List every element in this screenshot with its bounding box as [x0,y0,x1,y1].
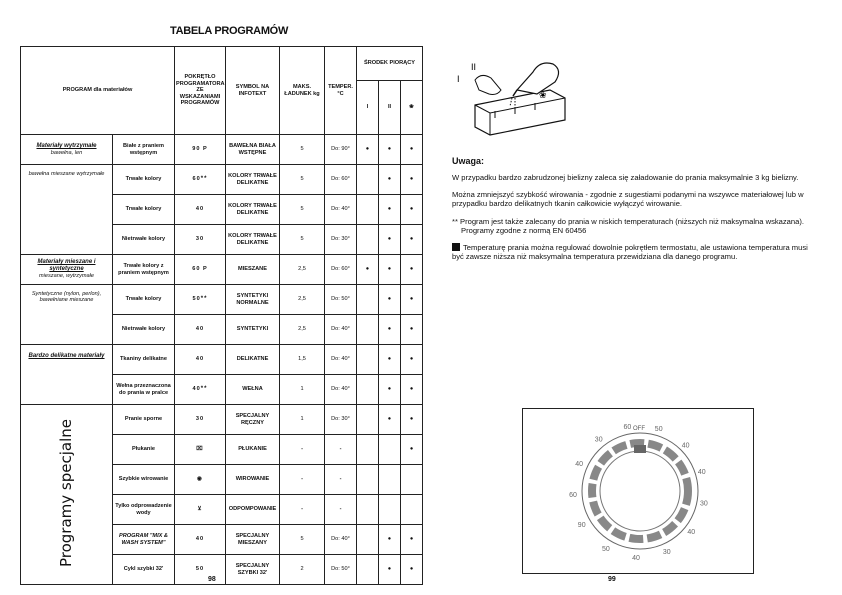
group-delicate [21,345,113,405]
row-knob: 60 P [175,255,226,285]
row-det-3: ● [401,525,423,555]
star-mark: ** [200,296,208,303]
bullet-square-icon [452,243,460,251]
header-load: MAKS. ŁADUNEK kg [280,47,325,135]
row-symbol: MIESZANE [226,255,280,285]
group-strong [21,135,113,165]
row-temp: - [325,465,357,495]
row-det-3: ● [401,255,423,285]
row-det-1 [357,405,379,435]
row-desc: Nietrwałe kolory [113,315,175,345]
row-desc: Wełna przeznaczona do prania w pralce [113,375,175,405]
row-temp: Do: 40° [325,525,357,555]
group-special [21,405,113,585]
row-det-1: ● [357,255,379,285]
row-desc: Białe z praniem wstępnym [113,135,175,165]
row-temp: Do: 90° [325,135,357,165]
row-desc: Pranie sporne [113,405,175,435]
figure-label-i: I [457,74,460,84]
row-knob: 30 [175,225,226,255]
row-det-3: ● [401,435,423,465]
row-det-1 [357,345,379,375]
row-det-3 [401,495,423,525]
row-det-1 [357,435,379,465]
row-temp: Do: 60° [325,255,357,285]
dial-temp-label: 50 [602,546,610,554]
row-det-3: ● [401,225,423,255]
header-compartment-3: ❀ [401,81,423,135]
knob-value: 50 [192,296,201,303]
group-title-vertical: Programy specjalne [56,419,75,568]
row-load: 1 [280,405,325,435]
spin-icon: ◉ [175,465,226,495]
row-det-2: ● [379,375,401,405]
row-knob: 90 P [175,135,226,165]
row-desc: Cykl szybki 32' [113,555,175,585]
row-load: 2,5 [280,285,325,315]
row-symbol: SYNTETYKI NORMALNE [226,285,280,315]
dial-temp-label: 30 [594,436,603,444]
row-symbol: KOLORY TRWAŁE DELIKATNE [226,195,280,225]
row-det-2 [379,495,401,525]
row-det-1 [357,315,379,345]
header-infotext: SYMBOL NA INFOTEXT [226,47,280,135]
header-row [21,47,423,81]
row-knob [175,285,226,315]
row-load: - [280,495,325,525]
group-synthetic [21,285,113,345]
row-det-2: ● [379,315,401,345]
row-desc: Tkaniny delikatne [113,345,175,375]
row-det-3 [401,465,423,495]
dial-temp-label: 40 [681,442,690,450]
row-det-2: ● [379,285,401,315]
notes-heading: Uwaga: [452,156,485,166]
row-temp: Do: 30° [325,225,357,255]
dial-knob [600,451,680,531]
row-det-2 [379,465,401,495]
header-compartment-1: I [357,81,379,135]
row-det-3: ● [401,375,423,405]
row-det-3: ● [401,405,423,435]
table-row [21,345,423,375]
header-knob: POKRĘTŁO PROGRAMATORA ZE WSKAZANIAMI PROGRAMÓW [175,47,226,135]
row-load: 5 [280,525,325,555]
row-desc: Trwałe kolory [113,165,175,195]
row-det-3: ● [401,315,423,345]
header-compartment-2: II [379,81,401,135]
row-det-2: ● [379,405,401,435]
note-paragraph-1: W przypadku bardzo zabrudzonej bielizny zaleca się załadowanie do prania maksymalnie 3 kg bielizny. [452,172,799,182]
row-symbol: WIROWANIE [226,465,280,495]
table-row [21,135,423,165]
row-desc: Szybkie wirowanie [113,465,175,495]
detergent-drawer-illustration [455,50,575,150]
note-paragraph-4-text: Temperaturę prania można regulować dowolnie pokrętłem termostatu, ale ustawiona temperatura musi być zawsze niższa niż maksymalna temperatura przewidziana dla danego programu. [452,243,808,262]
row-symbol: PŁUKANIE [226,435,280,465]
row-det-1 [357,165,379,195]
row-load: 5 [280,195,325,225]
group-subtitle: Syntetyczne (nylon, perlon), bawełniane mieszane [31,291,102,304]
group-title: Bardzo delikatne materiały [28,353,105,359]
row-load: 2,5 [280,315,325,345]
row-load: - [280,435,325,465]
row-det-2: ● [379,165,401,195]
row-det-1 [357,195,379,225]
row-temp: Do: 30° [325,405,357,435]
row-symbol: KOLORY TRWAŁE DELIKATNE [226,225,280,255]
row-knob: 30 [175,405,226,435]
row-symbol: KOLORY TRWAŁE DELIKATNE [226,165,280,195]
table-title: TABELA PROGRAMÓW [170,25,289,37]
notes-section [452,156,812,270]
row-symbol: SPECJALNY MIESZANY [226,525,280,555]
rinse-icon: ⌧ [175,435,226,465]
group-subtitle: bawełna mieszane wytrzymałe [28,171,105,177]
dial-temp-label: 50 [654,426,663,434]
row-knob [175,375,226,405]
program-dial-illustration [523,409,753,573]
page-number-left: 98 [208,576,216,583]
row-temp: Do: 40° [325,375,357,405]
drawer-body [475,90,565,135]
group-subtitle: bawełna, len [50,149,83,156]
dial-temp-label: 40 [632,554,640,562]
row-desc: Nietrwałe kolory [113,225,175,255]
row-load: 5 [280,225,325,255]
row-det-2: ● [379,525,401,555]
figure-label-ii: II [471,62,477,72]
row-knob [175,165,226,195]
row-det-2: ● [379,555,401,585]
row-load: 5 [280,165,325,195]
dial-temp-label: 30 [700,500,708,508]
row-det-3: ● [401,195,423,225]
dial-temp-label: 60 [623,424,632,431]
group-subtitle: mieszane, wytrzymałe [38,273,95,280]
row-det-1 [357,465,379,495]
note-paragraph-4 [452,243,812,262]
row-temp: Do: 50° [325,285,357,315]
row-det-2: ● [379,255,401,285]
row-knob: 50 [175,555,226,585]
dial-temp-label: 30 [662,548,671,556]
row-load: 2,5 [280,255,325,285]
dial-temp-label: 90 [577,522,586,529]
row-temp: Do: 50° [325,555,357,585]
row-load: 5 [280,135,325,165]
row-desc: Trwałe kolory [113,285,175,315]
row-symbol: ODPOMPOWANIE [226,495,280,525]
row-knob: 40 [175,315,226,345]
header-program: PROGRAM dla materiałów [21,47,175,135]
row-desc: Trwałe kolory [113,195,175,225]
page-number-right: 99 [608,576,616,583]
program-table [20,46,423,585]
row-det-1 [357,495,379,525]
row-symbol: SYNTETYKI [226,315,280,345]
row-load: 1 [280,375,325,405]
row-desc: Trwałe kolory z praniem wstępnym [113,255,175,285]
row-symbol: DELIKATNE [226,345,280,375]
star-mark: ** [200,176,208,183]
table-row [21,285,423,315]
row-det-2: ● [379,345,401,375]
row-det-1 [357,375,379,405]
drain-icon: ⊻ [175,495,226,525]
row-temp: Do: 60° [325,165,357,195]
row-temp: Do: 40° [325,345,357,375]
header-detergent: ŚRODEK PIORĄCY [357,47,423,81]
group-mixed-synthetic [21,255,113,285]
row-det-1: ● [357,135,379,165]
row-load: 2 [280,555,325,585]
knob-value: 60 [192,176,201,183]
row-det-1 [357,555,379,585]
dial-temp-label: 60 [569,491,577,499]
hand-icon [475,75,501,94]
knob-value: 40 [192,386,201,393]
row-knob: 40 [175,525,226,555]
row-load: 1,5 [280,345,325,375]
row-temp: - [325,495,357,525]
dial-label-off: OFF [633,426,645,432]
table-row [21,165,423,195]
row-det-2 [379,435,401,465]
figure-label-flower: ❀ [539,91,547,101]
row-symbol: WEŁNA [226,375,280,405]
group-title: Materiały mieszane i syntetyczne [37,259,96,273]
dial-frame [522,408,754,574]
header-temp: TEMPER. °C [325,47,357,135]
row-det-2: ● [379,135,401,165]
row-desc: PROGRAM "MIX & WASH SYSTEM" [113,525,175,555]
row-desc: Płukanie [113,435,175,465]
row-temp: Do: 40° [325,195,357,225]
row-det-1 [357,285,379,315]
row-det-1 [357,525,379,555]
row-knob: 40 [175,195,226,225]
row-desc: Tylko odprowadzenie wody [113,495,175,525]
group-mixed-strong [21,165,113,255]
dial-temp-label: 40 [687,529,696,537]
row-symbol: SPECJALNY RĘCZNY [226,405,280,435]
row-symbol: BAWEŁNA BIAŁA WSTĘPNE [226,135,280,165]
star-mark: ** [200,386,208,393]
row-det-2: ● [379,195,401,225]
row-load: - [280,465,325,495]
table-row [21,255,423,285]
row-det-2: ● [379,225,401,255]
row-det-3: ● [401,165,423,195]
group-title: Materiały wytrzymałe [36,142,97,149]
dial-temp-label: 40 [575,461,583,469]
note-paragraph-2: Można zmniejszyć szybkość wirowania - zgodnie z sugestiami podanymi na wszywce materiałowej lub w przypadku bardzo delikatnych tkanin całkowicie wyłączyć wirowanie. [452,190,804,209]
row-det-1 [357,225,379,255]
row-temp: - [325,435,357,465]
row-symbol: SPECJALNY SZYBKI 32' [226,555,280,585]
row-det-3: ● [401,135,423,165]
row-det-3: ● [401,285,423,315]
dial-indicator [634,445,646,453]
row-temp: Do: 40° [325,315,357,345]
table-row [21,405,423,435]
row-det-3: ● [401,345,423,375]
row-det-3: ● [401,555,423,585]
row-knob: 40 [175,345,226,375]
note-paragraph-3: ** Program jest także zalecany do prania w niskich temperaturach (niższych niż maksymalna wskazana). Programy zgodne z normą EN 60456 [452,216,804,235]
dial-temp-label: 40 [697,469,706,477]
